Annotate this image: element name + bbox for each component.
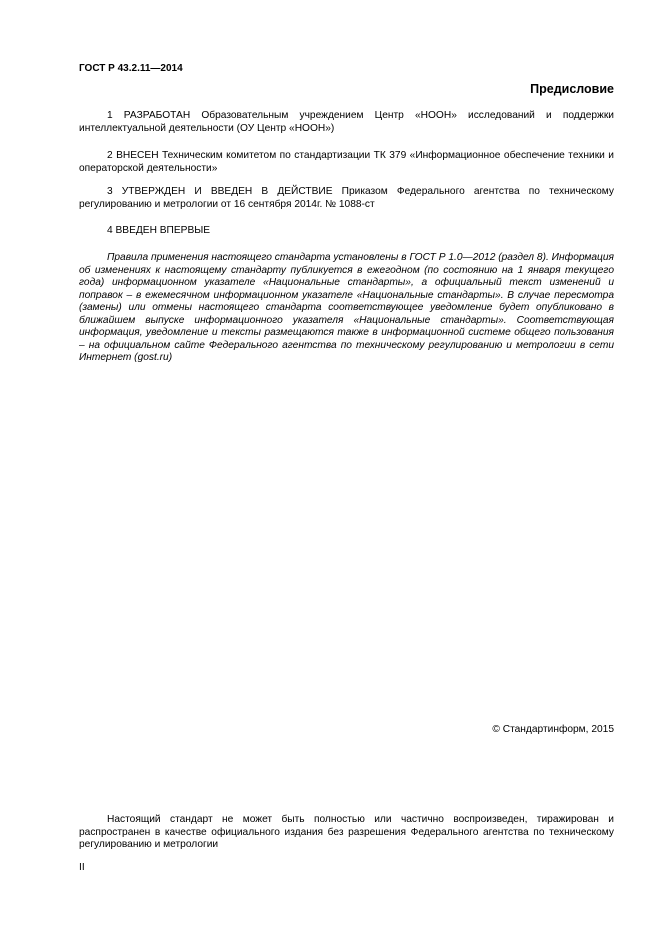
section-approved: 3 УТВЕРЖДЕН И ВВЕДЕН В ДЕЙСТВИЕ Приказом Федерального агентства по техническому регулированию и метрологии от 16 сентября 2014г. № 1088-ст [79,186,614,210]
reproduction-notice: Настоящий стандарт не может быть полностью или частично воспроизведен, тиражирован и распространен в качестве официального издания без разрешения Федерального агентства по техническому регулированию и метрологии [79,814,614,850]
section-developed: 1 РАЗРАБОТАН Образовательным учреждением Центр «НООН» исследований и поддержки интеллектуальной деятельности (ОУ Центр «НООН») [79,110,614,134]
section-first-introduced: 4 ВВЕДЕН ВПЕРВЫЕ [107,225,211,236]
page-number: II [79,862,85,873]
rules-note: Правила применения настоящего стандарта установлены в ГОСТ Р 1.0—2012 (раздел 8). Информация об изменениях к настоящему стандарту публикуется в ежегодном (по состоянию на 1 января текущего года) информационном указателе «Национальные стандарты», а официальный текст изменений и поправок – в ежемесячном информационном указателе «Национальные стандарты». В случае пересмотра (замены) или отмены настоящего стандарта соответствующее уведомление будет опубликовано в ближайшем выпуске информационного указателя «Национальные стандарты». Соответствующая информация, уведомление и тексты размещаются также в информационной системе общего пользования – на официальном сайте Федерального агентства по техническому регулированию и метрологии в сети Интернет (gost.ru) [79,252,614,363]
document-code: ГОСТ Р 43.2.11—2014 [79,63,183,74]
page-title: Предисловие [530,82,614,96]
section-introduced: 2 ВНЕСЕН Техническим комитетом по стандартизации ТК 379 «Информационное обеспечение техники и операторской деятельности» [79,150,614,174]
copyright: © Стандартинформ, 2015 [492,724,614,735]
